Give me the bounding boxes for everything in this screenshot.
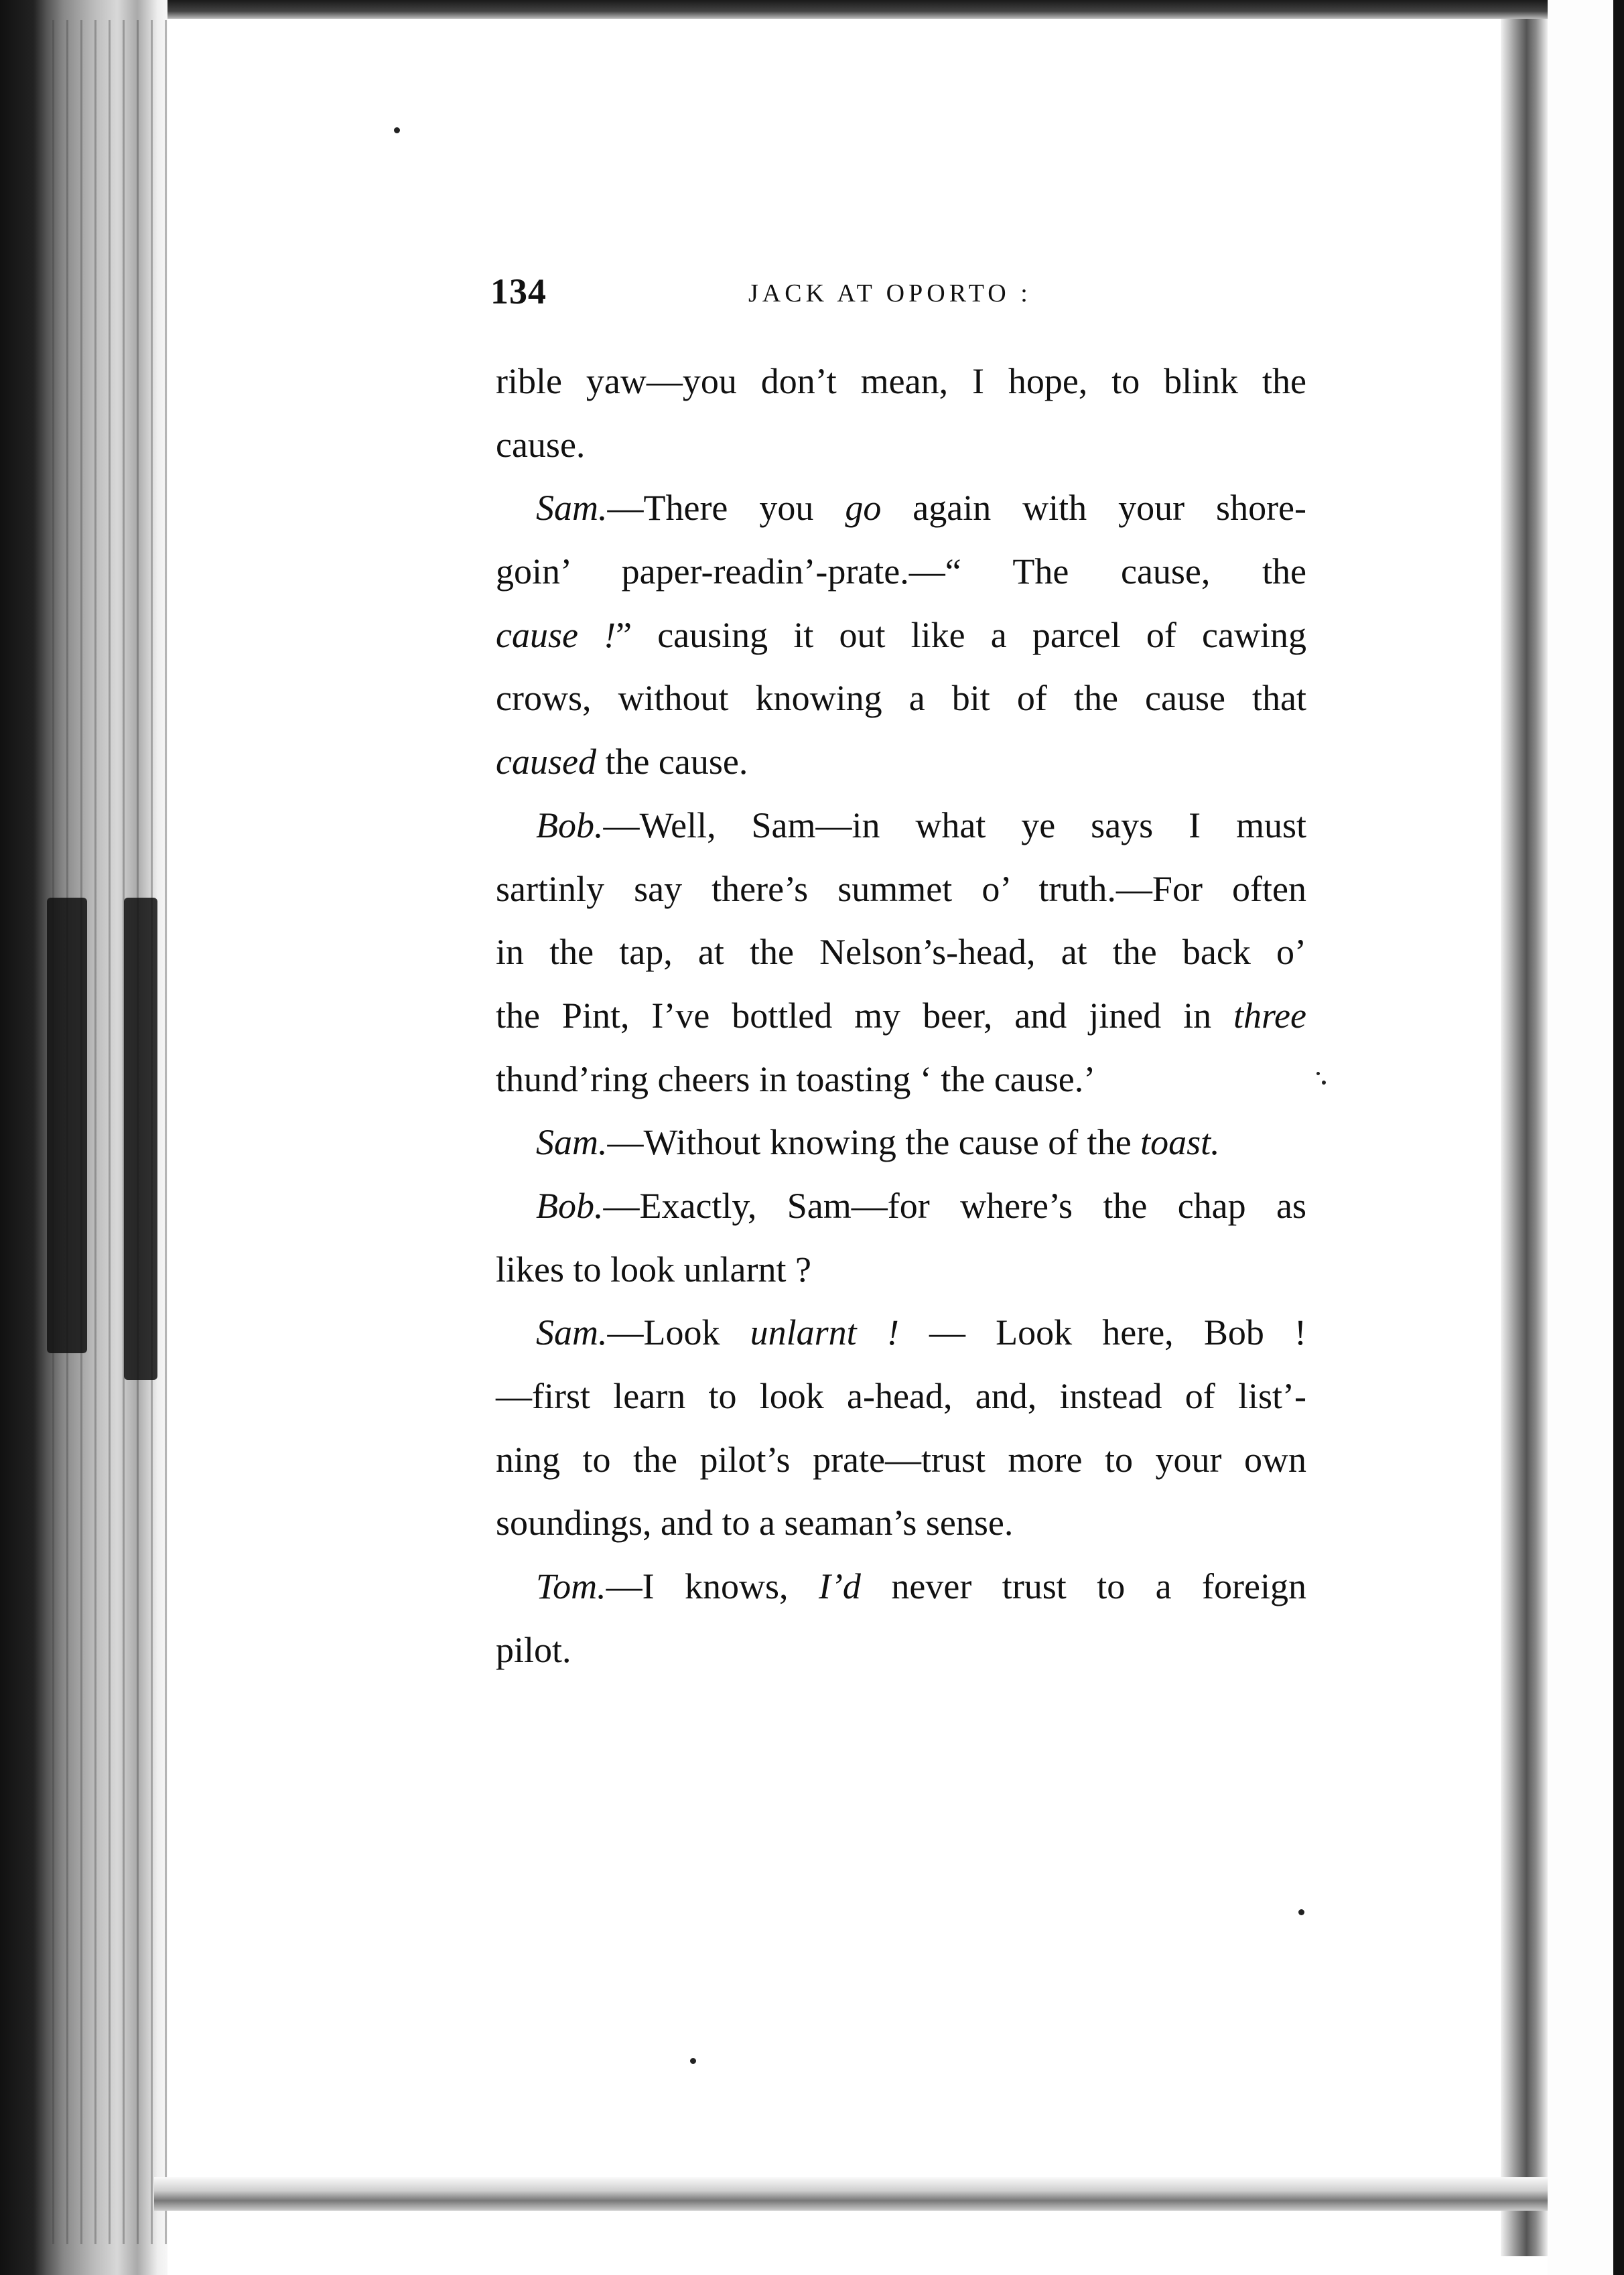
scan-right-border (1613, 0, 1624, 2275)
text-run: —I knows, (606, 1566, 819, 1607)
scan-top-edge (0, 0, 1624, 19)
text-run: —Exactly, Sam—for where’s the chap as (603, 1185, 1306, 1226)
book-gutter (1501, 19, 1548, 2256)
italic-text: cause ! (496, 614, 616, 655)
italic-text: Bob. (536, 805, 604, 845)
text-run: —There you (607, 488, 845, 529)
text-line (496, 794, 1306, 857)
text-run: ning to the pilot’s prate—trust more to your own (496, 1439, 1306, 1480)
text-run: again with your shore- (881, 488, 1306, 529)
dust-speck (690, 2058, 696, 2064)
text-line (496, 730, 1306, 794)
italic-text: Sam. (536, 1312, 608, 1353)
text-run: thund’ring cheers in toasting ‘ the cause.’ (496, 1058, 1096, 1099)
text-run: cause. (496, 424, 586, 465)
text-line (496, 350, 1306, 413)
body-text (496, 350, 1306, 1681)
text-run: rible yaw—you don’t mean, I hope, to blink the (496, 361, 1306, 401)
text-line (496, 1238, 1306, 1302)
dust-speck (1316, 1072, 1320, 1075)
text-line (496, 1428, 1306, 1492)
scan-bottom-edge (154, 2177, 1548, 2211)
text-line (496, 667, 1306, 730)
dust-speck (1298, 1909, 1304, 1915)
italic-text: Bob. (536, 1185, 604, 1226)
italic-text: caused (496, 742, 596, 782)
text-run: goin’ paper-readin’-prate.—“ The cause, the (496, 551, 1306, 592)
text-line (496, 857, 1306, 921)
text-run: ” causing it out like a parcel of cawing (616, 614, 1306, 655)
next-page-edge (1548, 0, 1624, 2275)
text-run: —Well, Sam—in what ye says I must (603, 805, 1306, 845)
text-run: crows, without knowing a bit of the cause that (496, 678, 1306, 719)
text-run: likes to look unlarnt ? (496, 1249, 811, 1290)
binding-mark (124, 898, 157, 1380)
text-run: the Pint, I’ve bottled my beer, and jined in (496, 995, 1234, 1036)
dust-speck (394, 127, 400, 133)
italic-text: Sam. (536, 488, 608, 529)
running-head (490, 271, 1304, 318)
text-line (496, 604, 1306, 667)
italic-text: toast. (1140, 1122, 1220, 1163)
text-line (496, 413, 1306, 477)
text-run: —Without knowing the cause of the (607, 1122, 1141, 1163)
text-line (496, 1491, 1306, 1555)
text-line (496, 920, 1306, 984)
running-title: JACK AT OPORTO : (748, 279, 1032, 307)
text-line (496, 1048, 1306, 1111)
italic-text: Sam. (536, 1122, 608, 1163)
text-line (496, 1555, 1306, 1618)
text-line (496, 1174, 1306, 1238)
text-run: —Look (607, 1312, 750, 1353)
text-run: —first learn to look a-head, and, instead of list’- (496, 1376, 1306, 1416)
italic-text: three (1233, 995, 1306, 1036)
text-run: soundings, and to a seaman’s sense. (496, 1503, 1014, 1543)
italic-text: I’d (818, 1566, 861, 1607)
text-line (496, 476, 1306, 540)
text-run: pilot. (496, 1629, 571, 1670)
text-run: — Look here, Bob ! (898, 1312, 1306, 1353)
text-run: sartinly say there’s summet o’ truth.—For often (496, 868, 1306, 909)
text-line (496, 1365, 1306, 1428)
text-line (496, 1301, 1306, 1365)
text-line (496, 1111, 1306, 1174)
text-run: the cause. (596, 742, 748, 782)
binding-mark (47, 898, 87, 1353)
dust-speck (1322, 1081, 1326, 1085)
text-line (496, 1618, 1306, 1682)
page-number: 134 (490, 271, 547, 312)
text-run: never trust to a foreign (860, 1566, 1306, 1607)
italic-text: Tom. (536, 1566, 606, 1607)
italic-text: unlarnt ! (750, 1312, 899, 1353)
italic-text: go (845, 488, 882, 529)
text-line (496, 540, 1306, 604)
text-run: in the tap, at the Nelson’s-head, at the back o’ (496, 932, 1306, 973)
text-line (496, 984, 1306, 1048)
